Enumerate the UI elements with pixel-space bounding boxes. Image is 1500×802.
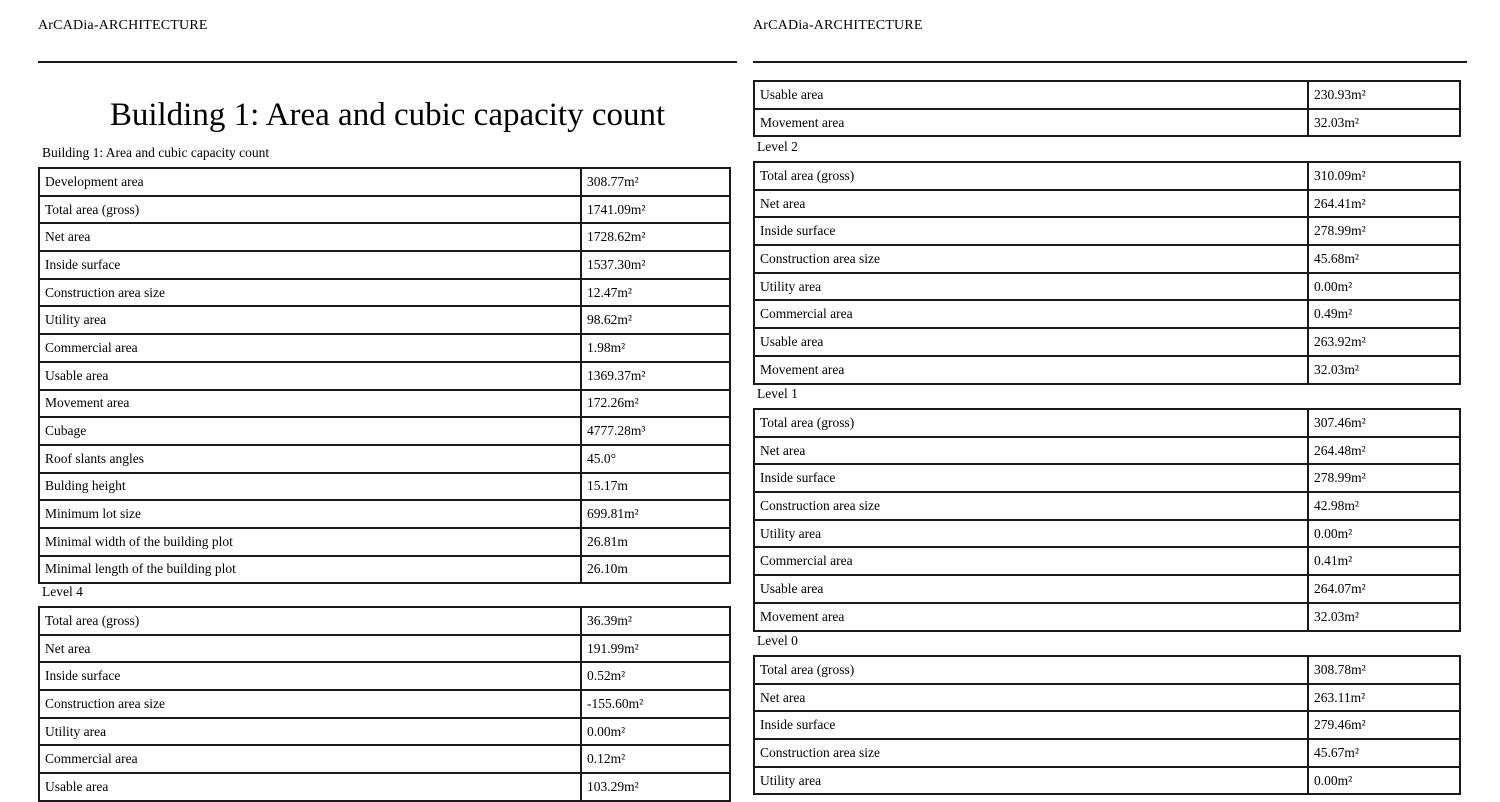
- table-row: [754, 767, 1460, 795]
- section-heading-level-2: Level 2: [757, 139, 798, 154]
- row-value: 264.48m²: [1308, 437, 1460, 465]
- row-label: Usable area: [754, 575, 1308, 603]
- row-value: 0.52m²: [581, 662, 730, 690]
- row-label: Utility area: [39, 718, 581, 746]
- row-value: 1369.37m²: [581, 362, 730, 390]
- row-label: Construction area size: [754, 492, 1308, 520]
- row-value: 263.11m²: [1308, 684, 1460, 712]
- table-row: [754, 711, 1460, 739]
- row-label: Movement area: [754, 356, 1308, 384]
- row-label: Minimal width of the building plot: [39, 528, 581, 556]
- table-row: [39, 196, 730, 224]
- level-3-continuation-table: [753, 80, 1461, 137]
- section-heading-level-0: Level 0: [757, 633, 798, 648]
- row-value: 1728.62m²: [581, 223, 730, 251]
- row-label: Minimum lot size: [39, 500, 581, 528]
- app-header-text: ArCADia-ARCHITECTURE: [753, 18, 923, 33]
- row-value: 42.98m²: [1308, 492, 1460, 520]
- section-heading-level-1: Level 1: [757, 386, 798, 401]
- row-label: Total area (gross): [754, 162, 1308, 190]
- row-value: 26.81m: [581, 528, 730, 556]
- row-label: Inside surface: [754, 217, 1308, 245]
- row-value: 15.17m: [581, 473, 730, 501]
- row-value: 264.41m²: [1308, 190, 1460, 218]
- row-label: Utility area: [754, 767, 1308, 795]
- row-label: Usable area: [754, 81, 1308, 109]
- table-row: [754, 162, 1460, 190]
- table-row: [754, 273, 1460, 301]
- level-0-table: [753, 655, 1461, 795]
- row-value: 103.29m²: [581, 773, 730, 801]
- table-row: [754, 492, 1460, 520]
- page-title: Building 1: Area and cubic capacity count: [109, 97, 666, 133]
- row-label: Commercial area: [39, 334, 581, 362]
- row-label: Total area (gross): [39, 196, 581, 224]
- row-label: Inside surface: [39, 662, 581, 690]
- table-row: [39, 473, 730, 501]
- table-row: [39, 168, 730, 196]
- row-label: Commercial area: [754, 300, 1308, 328]
- row-value: 230.93m²: [1308, 81, 1460, 109]
- table-row: [754, 356, 1460, 384]
- row-label: Total area (gross): [39, 607, 581, 635]
- row-value: 1741.09m²: [581, 196, 730, 224]
- row-value: 699.81m²: [581, 500, 730, 528]
- report-page-right: [753, 0, 1467, 790]
- row-value: 4777.28m³: [581, 417, 730, 445]
- row-label: Bulding height: [39, 473, 581, 501]
- table-row: [754, 409, 1460, 437]
- table-row: [39, 390, 730, 418]
- row-value: 0.00m²: [1308, 273, 1460, 301]
- row-label: Usable area: [39, 773, 581, 801]
- row-value: 279.46m²: [1308, 711, 1460, 739]
- table-row: [754, 437, 1460, 465]
- row-value: 45.68m²: [1308, 245, 1460, 273]
- row-value: 0.00m²: [1308, 520, 1460, 548]
- row-label: Roof slants angles: [39, 445, 581, 473]
- row-value: 12.47m²: [581, 279, 730, 307]
- row-label: Inside surface: [754, 711, 1308, 739]
- table-row: [39, 745, 730, 773]
- row-label: Net area: [754, 437, 1308, 465]
- table-row: [39, 500, 730, 528]
- table-row: [39, 690, 730, 718]
- row-value: 0.41m²: [1308, 547, 1460, 575]
- row-label: Minimal length of the building plot: [39, 556, 581, 584]
- row-value: 310.09m²: [1308, 162, 1460, 190]
- row-label: Total area (gross): [754, 656, 1308, 684]
- row-label: Total area (gross): [754, 409, 1308, 437]
- row-label: Inside surface: [39, 251, 581, 279]
- row-label: Construction area size: [754, 245, 1308, 273]
- row-label: Movement area: [754, 603, 1308, 631]
- table-row: [754, 300, 1460, 328]
- row-label: Construction area size: [39, 690, 581, 718]
- table-row: [754, 739, 1460, 767]
- row-value: 308.78m²: [1308, 656, 1460, 684]
- row-value: 0.00m²: [581, 718, 730, 746]
- row-value: 32.03m²: [1308, 109, 1460, 137]
- table-row: [39, 718, 730, 746]
- table-row: [754, 547, 1460, 575]
- row-value: 26.10m: [581, 556, 730, 584]
- table-row: [754, 328, 1460, 356]
- row-label: Construction area size: [39, 279, 581, 307]
- level-2-table: [753, 161, 1461, 385]
- table-row: [754, 520, 1460, 548]
- table-row: [39, 417, 730, 445]
- row-label: Usable area: [39, 362, 581, 390]
- row-value: 172.26m²: [581, 390, 730, 418]
- row-label: Inside surface: [754, 464, 1308, 492]
- row-value: 278.99m²: [1308, 464, 1460, 492]
- row-label: Net area: [754, 190, 1308, 218]
- row-value: 1537.30m²: [581, 251, 730, 279]
- row-value: 264.07m²: [1308, 575, 1460, 603]
- table-row: [39, 635, 730, 663]
- table-row: [39, 251, 730, 279]
- table-row: [39, 607, 730, 635]
- level-4-table: [38, 606, 731, 802]
- app-header-text: ArCADia-ARCHITECTURE: [38, 18, 208, 33]
- report-page-left: [38, 0, 737, 794]
- table-row: [39, 662, 730, 690]
- header-rule: [38, 61, 737, 63]
- table-row: [754, 656, 1460, 684]
- row-value: 1.98m²: [581, 334, 730, 362]
- row-label: Utility area: [39, 306, 581, 334]
- row-label: Utility area: [754, 273, 1308, 301]
- table-row: [754, 109, 1460, 137]
- row-label: Net area: [39, 635, 581, 663]
- table-row: [39, 279, 730, 307]
- row-value: -155.60m²: [581, 690, 730, 718]
- row-label: Usable area: [754, 328, 1308, 356]
- header-rule: [753, 61, 1467, 63]
- row-value: 307.46m²: [1308, 409, 1460, 437]
- row-label: Development area: [39, 168, 581, 196]
- table-row: [39, 445, 730, 473]
- row-value: 32.03m²: [1308, 603, 1460, 631]
- row-value: 278.99m²: [1308, 217, 1460, 245]
- row-value: 36.39m²: [581, 607, 730, 635]
- row-value: 0.12m²: [581, 745, 730, 773]
- building-summary-table: [38, 167, 731, 584]
- row-value: 263.92m²: [1308, 328, 1460, 356]
- row-value: 308.77m²: [581, 168, 730, 196]
- table-caption: Building 1: Area and cubic capacity count: [42, 145, 270, 160]
- row-label: Movement area: [39, 390, 581, 418]
- row-value: 0.49m²: [1308, 300, 1460, 328]
- row-label: Commercial area: [754, 547, 1308, 575]
- row-value: 191.99m²: [581, 635, 730, 663]
- row-value: 98.62m²: [581, 306, 730, 334]
- table-row: [754, 575, 1460, 603]
- table-row: [754, 190, 1460, 218]
- table-row: [39, 362, 730, 390]
- table-row: [39, 306, 730, 334]
- row-label: Construction area size: [754, 739, 1308, 767]
- table-row: [754, 81, 1460, 109]
- table-row: [754, 464, 1460, 492]
- row-value: 32.03m²: [1308, 356, 1460, 384]
- table-row: [39, 223, 730, 251]
- row-value: 0.00m²: [1308, 767, 1460, 795]
- row-value: 45.0°: [581, 445, 730, 473]
- row-label: Utility area: [754, 520, 1308, 548]
- table-row: [39, 334, 730, 362]
- table-row: [39, 773, 730, 801]
- table-row: [754, 217, 1460, 245]
- row-label: Cubage: [39, 417, 581, 445]
- table-row: [39, 528, 730, 556]
- table-row: [754, 603, 1460, 631]
- row-value: 45.67m²: [1308, 739, 1460, 767]
- row-label: Movement area: [754, 109, 1308, 137]
- level-1-table: [753, 408, 1461, 632]
- row-label: Net area: [754, 684, 1308, 712]
- section-heading-level-4: Level 4: [42, 584, 83, 599]
- row-label: Net area: [39, 223, 581, 251]
- row-label: Commercial area: [39, 745, 581, 773]
- table-row: [754, 245, 1460, 273]
- table-row: [754, 684, 1460, 712]
- table-row: [39, 556, 730, 584]
